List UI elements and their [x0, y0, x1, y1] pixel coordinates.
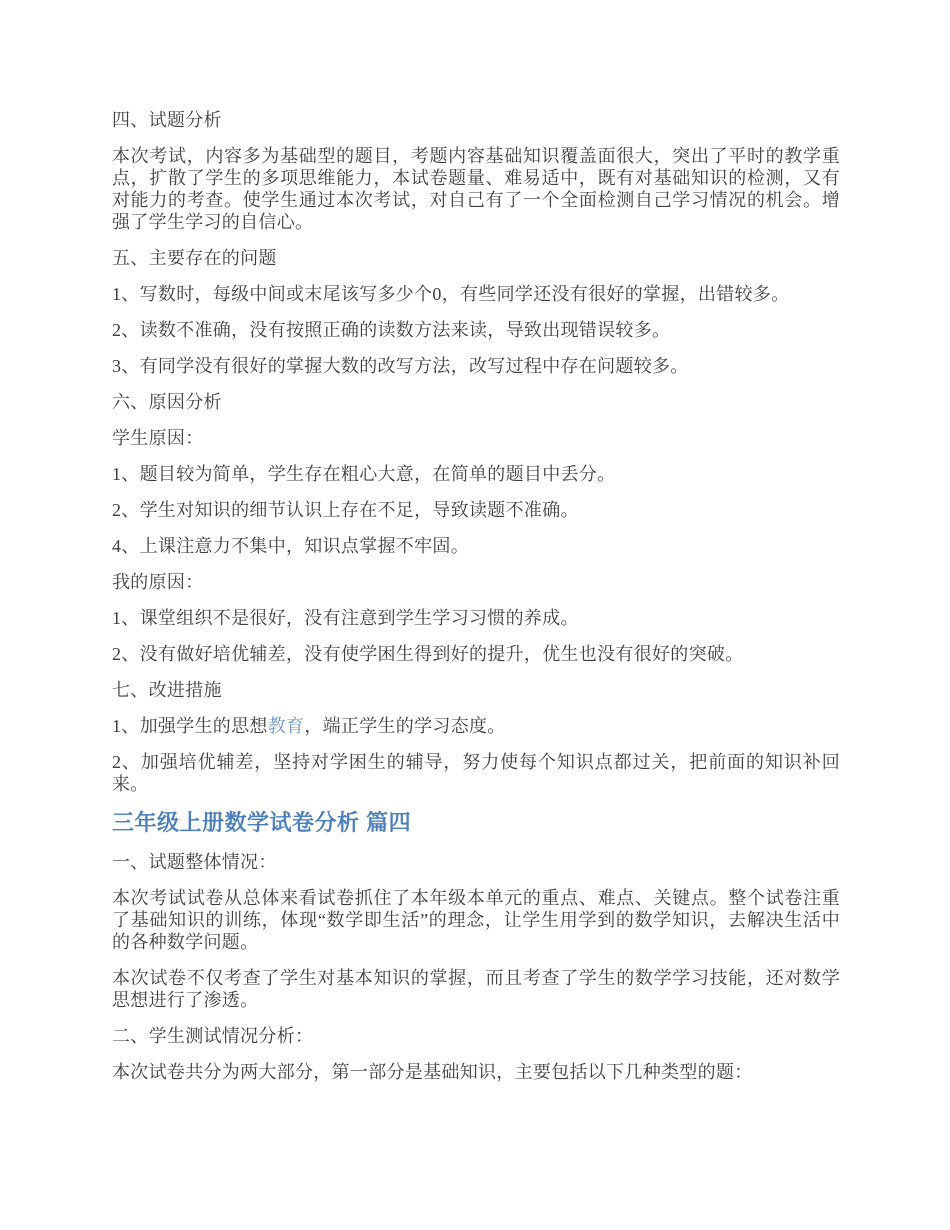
essay-title-part4: 三年级上册数学试卷分析 篇四 [112, 810, 412, 835]
section-heading-cause-analysis: 六、原因分析 [112, 392, 222, 412]
question-analysis-paragraph: 本次考试，内容多为基础型的题目，考题内容基础知识覆盖面很大，突出了平时的教学重点，扩散了学生的多项思维能力，本试卷题量、难易适中，既有对基础知识的检测，又有对能力的考查。使学生通过本次考试，对自己有了一个全面检测自己学习情况的机会。增强了学生学习的自信心。 [112, 146, 840, 232]
student-reason-item: 2、学生对知识的细节认识上存在不足，导致读题不准确。 [112, 500, 579, 520]
student-reason-item: 4、上课注意力不集中，知识点掌握不牢固。 [112, 536, 469, 556]
section-heading-overall-situation: 一、试题整体情况： [112, 852, 277, 872]
my-reason-item: 1、课堂组织不是很好，没有注意到学生学习习惯的养成。 [112, 608, 579, 628]
measure-text-after-link: ，端正学生的学习态度。 [304, 716, 506, 736]
student-reasons-label: 学生原因： [112, 428, 204, 448]
measure-text-before-link: 1、加强学生的思想 [112, 716, 268, 736]
measure-item: 2、加强培优辅差，坚持对学困生的辅导，努力使每个知识点都过关，把前面的知识补回来。 [112, 752, 840, 794]
section-heading-student-test-analysis: 二、学生测试情况分析： [112, 1026, 314, 1046]
measure-item-with-link [112, 715, 840, 737]
education-link[interactable]: 教育 [267, 716, 305, 736]
my-reason-item: 2、没有做好培优辅差，没有使学困生得到好的提升，优生也没有很好的突破。 [112, 644, 744, 664]
student-reason-item: 1、题目较为简单，学生存在粗心大意，在简单的题目中丢分。 [112, 464, 616, 484]
overall-situation-paragraph: 本次考试试卷从总体来看试卷抓住了本年级本单元的重点、难点、关键点。整个试卷注重了基础知识的训练，体现“数学即生活”的理念，让学生用学到的数学知识，去解决生活中的各种数学问题。 [112, 888, 840, 952]
section-heading-improvement-measures: 七、改进措施 [112, 680, 222, 700]
student-test-analysis-paragraph: 本次试卷共分为两大部分，第一部分是基础知识，主要包括以下几种类型的题： [112, 1062, 753, 1082]
problem-item: 1、写数时，每级中间或末尾该写多少个0，有些同学还没有很好的掌握，出错较多。 [112, 284, 790, 304]
section-heading-question-analysis: 四、试题分析 [112, 110, 222, 130]
problem-item: 3、有同学没有很好的掌握大数的改写方法，改写过程中存在问题较多。 [112, 356, 689, 376]
overall-situation-paragraph: 本次试卷不仅考查了学生对基本知识的掌握，而且考查了学生的数学学习技能，还对数学思想进行了渗透。 [112, 968, 840, 1010]
problem-item: 2、读数不准确，没有按照正确的读数方法来读，导致出现错误较多。 [112, 320, 671, 340]
my-reasons-label: 我的原因： [112, 572, 204, 592]
section-heading-main-problems: 五、主要存在的问题 [112, 248, 277, 268]
